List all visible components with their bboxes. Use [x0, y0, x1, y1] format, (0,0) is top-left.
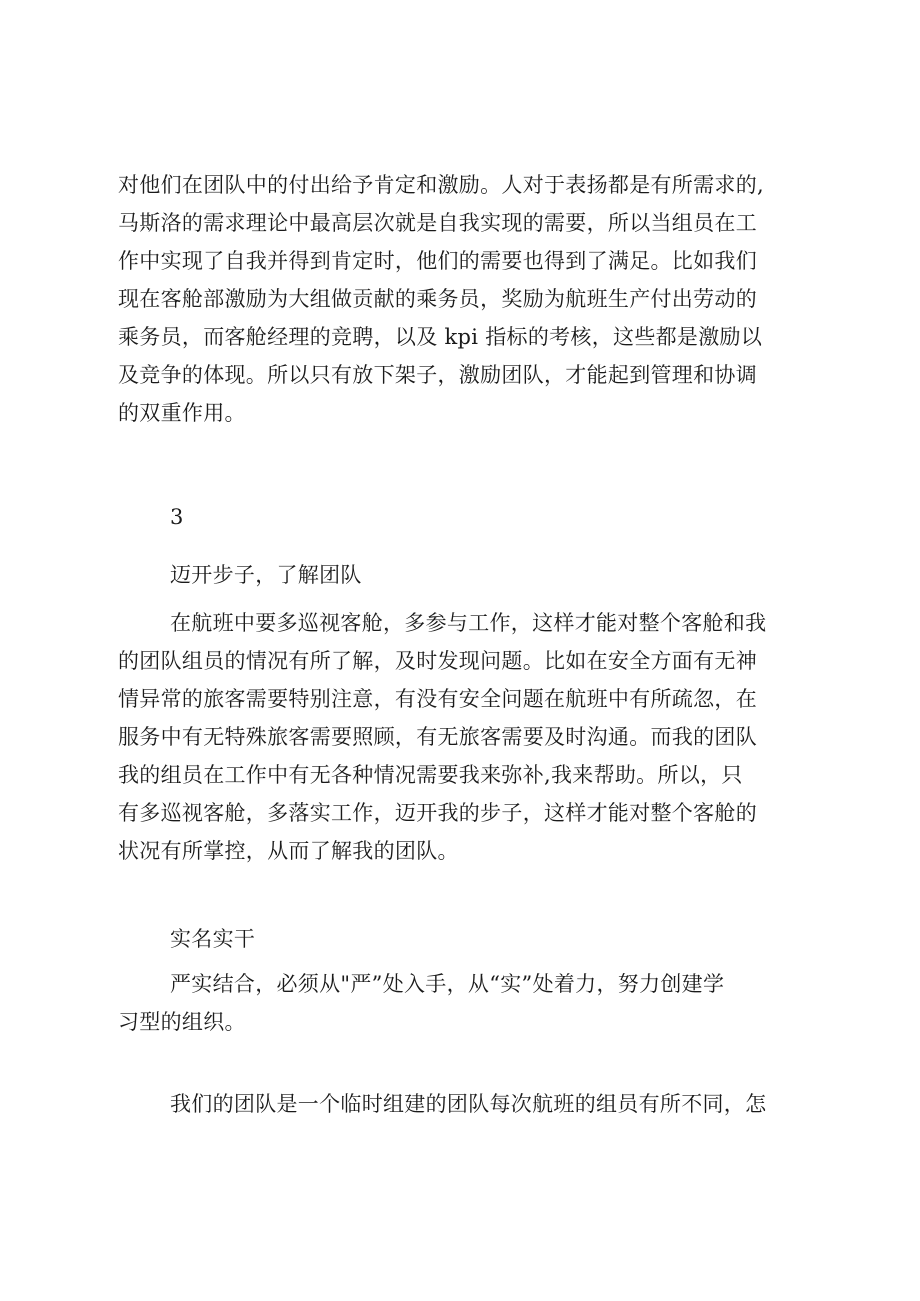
text-line: 的双重作用。 — [118, 401, 246, 425]
text-line: 及竞争的体现。所以只有放下架子，激励团队，才能起到管理和协调 — [118, 363, 757, 387]
paragraph-temporary-team — [118, 1085, 818, 1123]
paragraph-inspect-cabin — [118, 604, 818, 870]
heading-text: 迈开步子，了解团队 — [170, 563, 362, 587]
text-line: 状况有所掌控，从而了解我的团队。 — [118, 839, 459, 863]
text-line: 情异常的旅客需要特别注意，有没有安全问题在航班中有所疏忽，在 — [118, 687, 757, 711]
section-heading-practical — [118, 920, 818, 958]
text-line: 现在客舱部激励为大组做贡献的乘务员，奖励为航班生产付出劳动的 — [118, 287, 757, 311]
text-line: 乘务员，而客舱经理的竞聘，以及 kpi 指标的考核，这些都是激励以 — [118, 325, 763, 349]
text-line: 对他们在团队中的付出给予肯定和激励。人对于表扬都是有所需求的, — [118, 173, 764, 197]
section-heading-step — [118, 556, 818, 594]
text-line: 作中实现了自我并得到肯定时，他们的需要也得到了满足。比如我们 — [118, 249, 757, 273]
text-line: 严实结合，必须从"严”处入手，从“实”处着力，努力创建学 — [170, 972, 725, 996]
text-line: 习型的组织。 — [118, 1010, 246, 1034]
section-number — [118, 498, 818, 536]
heading-text: 实名实干 — [170, 927, 256, 951]
text-line: 我们的团队是一个临时组建的团队每次航班的组员有所不同，怎 — [170, 1092, 767, 1116]
paragraph-strict-practical — [118, 965, 818, 1041]
text-line: 在航班中要多巡视客舱，多参与工作，这样才能对整个客舱和我 — [170, 611, 767, 635]
text-line: 我的组员在工作中有无各种情况需要我来弥补,我来帮助。所以，只 — [118, 763, 743, 787]
text-line: 的团队组员的情况有所了解，及时发现问题。比如在安全方面有无神 — [118, 649, 757, 673]
text-line: 服务中有无特殊旅客需要照顾，有无旅客需要及时沟通。而我的团队 — [118, 725, 757, 749]
text-line: 有多巡视客舱，多落实工作，迈开我的步子，这样才能对整个客舱的 — [118, 801, 757, 825]
section-number-text: 3 — [170, 505, 184, 529]
text-line: 马斯洛的需求理论中最高层次就是自我实现的需要，所以当组员在工 — [118, 211, 757, 235]
paragraph-motivation — [118, 166, 818, 432]
